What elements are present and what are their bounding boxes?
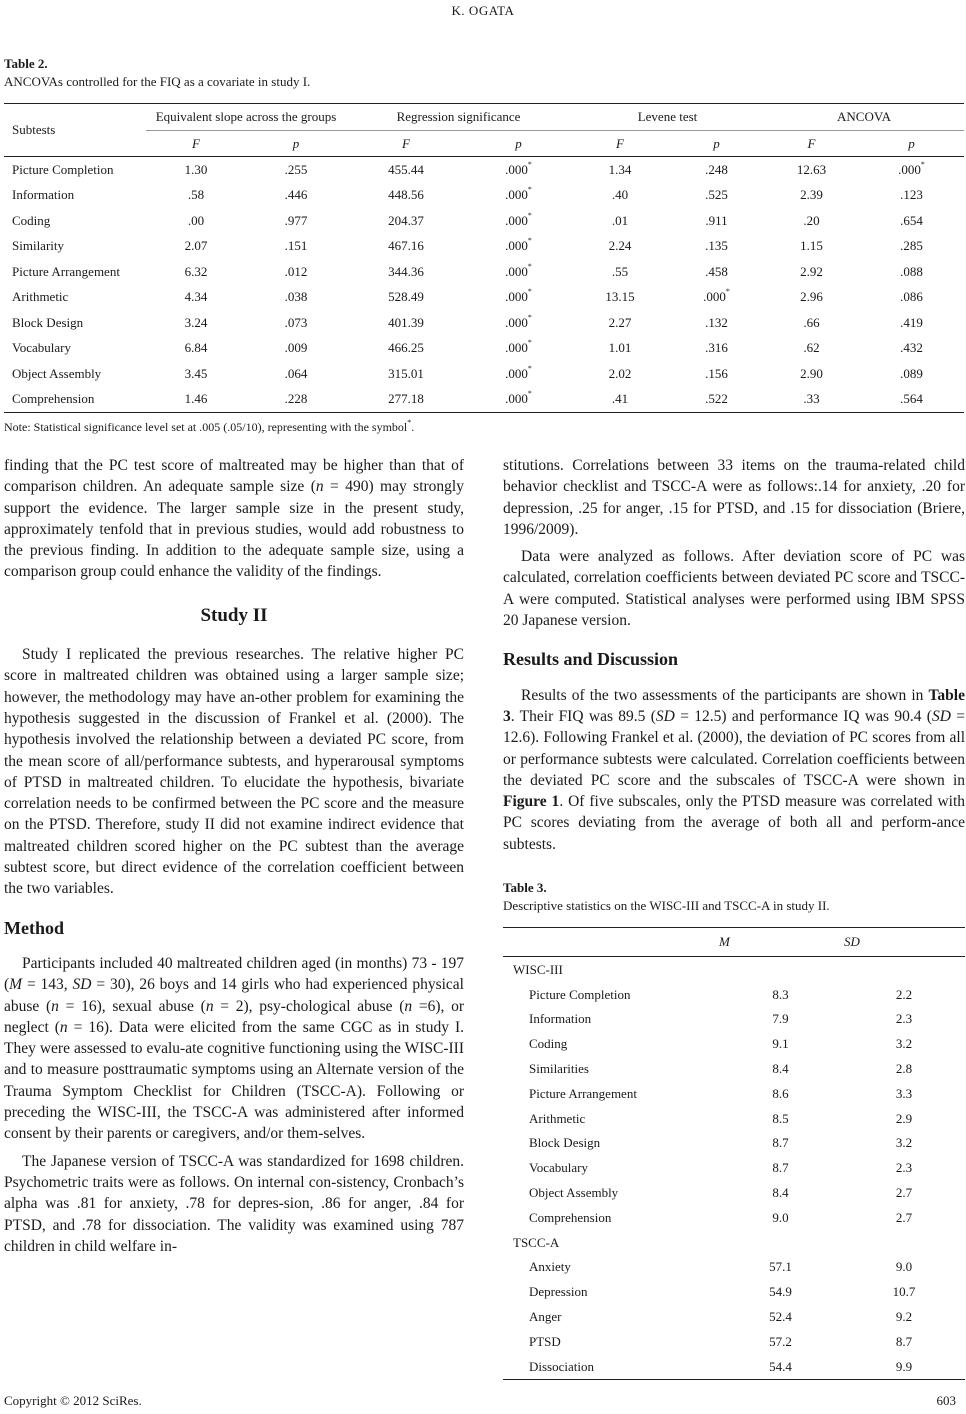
table-cell: .33	[803, 391, 820, 407]
measure-name: Anxiety	[529, 1259, 571, 1275]
table2-ancova	[4, 103, 964, 413]
table2-caption	[4, 55, 310, 91]
table-cell: .038	[284, 289, 308, 305]
section-heading-study2: Study II	[200, 604, 268, 626]
table-row	[503, 1304, 965, 1329]
table-row	[503, 1081, 965, 1106]
table-cell: .073	[284, 314, 308, 330]
subheader: p	[908, 135, 915, 151]
table-cell: 2.9	[895, 1110, 913, 1126]
table-cell: 2.7	[895, 1209, 913, 1225]
table-cell: .911	[705, 212, 728, 228]
table-cell: 8.7	[772, 1135, 789, 1151]
table-cell: .248	[705, 161, 728, 177]
table3-col-sd: SD	[843, 928, 965, 957]
measure-name: Similarities	[529, 1060, 589, 1076]
table-row	[4, 157, 964, 183]
table-cell: 6.32	[184, 263, 208, 279]
table-cell: .000*	[505, 389, 532, 407]
table-cell: .156	[705, 365, 728, 381]
table-row	[4, 259, 964, 285]
table-cell: .654	[900, 212, 923, 228]
table-cell: .58	[187, 187, 205, 203]
table-cell: 528.49	[388, 289, 424, 305]
table-cell: .40	[611, 187, 629, 203]
table-cell: 2.7	[895, 1184, 913, 1200]
table2-note	[4, 420, 414, 435]
table3-col-m: M	[718, 928, 843, 957]
measure-name: Object Assembly	[529, 1184, 619, 1200]
table-row	[4, 234, 964, 260]
table-cell: 204.37	[388, 212, 424, 228]
table-cell: 344.36	[388, 263, 424, 279]
table-row	[503, 1031, 965, 1056]
table-cell: .086	[900, 289, 923, 305]
subheader: F	[402, 135, 410, 151]
table-row	[503, 1279, 965, 1304]
table3-caption	[503, 879, 965, 915]
table-cell: .255	[284, 161, 308, 177]
section-heading-method: Method	[4, 917, 64, 938]
table-cell: .316	[705, 340, 728, 356]
subtest-name: Vocabulary	[12, 340, 71, 356]
table-cell: 2.39	[800, 187, 823, 203]
running-header: K. OGATA	[451, 3, 515, 18]
table-cell: .55	[611, 263, 629, 279]
note-symbol: *	[407, 418, 412, 427]
table-cell: 6.84	[184, 340, 208, 356]
table-cell: 13.15	[605, 289, 635, 305]
measure-name: Picture Completion	[529, 986, 631, 1002]
table-cell: 2.90	[800, 365, 823, 381]
subtest-name: Object Assembly	[12, 365, 102, 381]
table-cell: 9.9	[895, 1358, 913, 1374]
table2-caption-text: ANCOVAs controlled for the FIQ as a covariate in study I.	[4, 74, 311, 89]
table-cell: .432	[900, 340, 923, 356]
note-text: Note: Statistical significance level set at .005 (.05/10), representing with the symbol	[4, 420, 408, 434]
table-cell: 8.4	[772, 1184, 789, 1200]
subtest-name: Similarity	[12, 238, 64, 254]
table-cell: 10.7	[892, 1284, 916, 1300]
table3-label: Table 3.	[503, 880, 547, 896]
right-paragraph-3: Results of the two assessments of the participants are shown in Table 3. Their FIQ was 89.5 (SD = 12.5) and performance IQ was 90.4 (SD = 12.6). Following Frankel et al. (2000), the deviation of PC scores from all or performance subtests were calculated. Correlation coefficients between the deviated PC score and the subscales of TSCC-A were shown in Figure 1. Of five subscales, only the PTSD measure was correlated with PC scores deviating from the average of both all and perform-ance subtests.	[503, 686, 965, 853]
table-row	[4, 208, 964, 234]
table-cell: .000*	[898, 159, 925, 177]
section-heading-results: Results and Discussion	[503, 649, 679, 670]
table-cell: 9.2	[895, 1308, 913, 1324]
table-cell: 3.2	[895, 1135, 913, 1151]
table-cell: .064	[284, 365, 308, 381]
table-row	[503, 1205, 965, 1230]
measure-name: Comprehension	[529, 1209, 612, 1225]
left-paragraph-2: Study I replicated the previous researches. The relative higher PC score in maltreated children was obtained using a larger sample size; however, the methodology may have an-other problem for examining the hypothesis suggested in the discussion of Frankel et al. (2000). The hypothesis involved the relationship between a deviated PC score, from the mean score of all/performance subtests, and hyperarousal symptoms of PTSD in maltreated children. To elucidate the hypothesis, bivariate correlation needs to be confirmed between the PC score and the measure on the PTSD. Therefore, study II did not examine indirect evidence that maltreated children scored higher on the PC subtest than the average subtest score, but direct evidence of the correlation coefficient between the two variables.	[4, 646, 464, 898]
table-cell: 7.9	[772, 1011, 789, 1027]
table-cell: .285	[900, 238, 923, 254]
table-cell: .135	[705, 238, 728, 254]
table-cell: .088	[900, 263, 923, 279]
measure-name: Picture Arrangement	[529, 1085, 637, 1101]
table-cell: .564	[900, 391, 923, 407]
right-column	[503, 455, 965, 1380]
subheader: p	[713, 135, 720, 151]
table-cell: .000*	[505, 287, 532, 305]
measure-name: Information	[529, 1011, 592, 1027]
table-cell: .000*	[505, 363, 532, 381]
table-row	[4, 387, 964, 413]
table-row	[4, 285, 964, 311]
table2-label: Table 2.	[4, 56, 48, 71]
table-cell: 54.9	[769, 1284, 792, 1300]
measure-name: Block Design	[529, 1135, 601, 1151]
table-cell: 8.7	[772, 1160, 789, 1176]
table-cell: 8.4	[772, 1060, 789, 1076]
subheader: F	[192, 135, 200, 151]
table3-body	[503, 957, 965, 1380]
section-label: TSCC-A	[513, 1234, 560, 1250]
table-cell: .123	[900, 187, 923, 203]
table-row	[503, 1056, 965, 1081]
subtest-name: Coding	[12, 212, 51, 228]
table-cell: .000*	[703, 287, 730, 305]
table-cell: .62	[803, 340, 820, 356]
table-cell: 2.8	[895, 1060, 913, 1076]
table-cell: 8.6	[772, 1085, 789, 1101]
table-cell: .522	[705, 391, 728, 407]
table-cell: 2.2	[895, 986, 913, 1002]
section-row	[503, 1230, 965, 1255]
table-cell: .151	[284, 238, 308, 254]
table-cell: 2.96	[800, 289, 823, 305]
right-paragraph-2: Data were analyzed as follows. After deviation score of PC was calculated, correlation coefficients between deviated PC score and TSCC-A were computed. Statistical analyses were performed using IBM SPSS 20 Japanese version.	[503, 548, 965, 630]
subheader: p	[515, 135, 522, 151]
table-cell: 1.34	[608, 161, 632, 177]
table-cell: .000*	[505, 236, 532, 254]
measure-name: Coding	[529, 1036, 568, 1052]
table-row	[503, 1155, 965, 1180]
subheader: F	[807, 135, 816, 151]
table-row	[503, 1255, 965, 1280]
table-cell: .089	[900, 365, 923, 381]
subheader: F	[616, 135, 624, 151]
subtests-header: Subtests	[12, 122, 56, 137]
table-cell: 401.39	[388, 314, 424, 330]
table-cell: 3.24	[184, 314, 208, 330]
table-cell: .000*	[505, 261, 532, 279]
table-row	[4, 336, 964, 362]
table-cell: 315.01	[388, 365, 424, 381]
table-cell: 9.0	[895, 1259, 913, 1275]
measure-name: Dissociation	[529, 1358, 594, 1374]
subtest-name: Block Design	[12, 314, 84, 330]
table-row	[503, 1007, 965, 1032]
table-cell: .66	[803, 314, 820, 330]
note-end: .	[411, 420, 415, 434]
left-column	[4, 455, 464, 1257]
section-label: WISC-III	[513, 961, 563, 977]
table-cell: .228	[284, 391, 308, 407]
subtest-name: Picture Arrangement	[12, 263, 120, 279]
group-header-levene: Levene test	[571, 104, 764, 131]
table-cell: .525	[705, 187, 728, 203]
table2-body	[4, 157, 964, 413]
table-cell: .000*	[505, 312, 532, 330]
table-cell: .132	[705, 314, 728, 330]
subtest-name: Comprehension	[12, 391, 95, 407]
table-cell: 2.3	[895, 1160, 913, 1176]
right-paragraph-1: stitutions. Correlations between 33 items on the trauma-related child behavior checklist and TSCC-A were as follows:.14 for anxiety, .20 for depression, .25 for anger, .15 for PTSD, and .15 for dissociation (Briere, 1996/2009).	[503, 457, 965, 538]
table-cell: .000*	[505, 159, 532, 177]
table-cell: 57.2	[769, 1333, 792, 1349]
table-cell: 1.01	[608, 340, 632, 356]
measure-name: Vocabulary	[529, 1160, 588, 1176]
table-cell: 8.3	[772, 986, 789, 1002]
table-cell: 2.27	[608, 314, 632, 330]
table-cell: .009	[284, 340, 308, 356]
table-cell: 57.1	[769, 1259, 792, 1275]
footer-copyright: Copyright © 2012 SciRes.	[4, 1393, 142, 1408]
table-row	[503, 1180, 965, 1205]
table-cell: 1.15	[800, 238, 823, 254]
table-cell: 466.25	[388, 340, 424, 356]
table-row	[4, 183, 964, 209]
table-cell: 4.34	[184, 289, 208, 305]
table-row	[4, 361, 964, 387]
table-cell: 2.92	[800, 263, 823, 279]
left-paragraph-1: finding that the PC test score of maltreated may be higher than that of comparison children. An adequate sample size (n = 490) may strongly support the evidence. The larger sample size in the present study, approximately tenfold that in previous studies, would add robustness to the previous finding. In addition to the adequate sample size, using a comparison group could enhance the validity of the findings.	[4, 457, 464, 581]
table-cell: 467.16	[388, 238, 424, 254]
table3-caption-text: Descriptive statistics on the WISC-III and TSCC-A in study II.	[503, 898, 830, 914]
table-cell: 448.56	[388, 187, 424, 203]
table-row	[503, 1354, 965, 1379]
table-cell: 2.24	[608, 238, 632, 254]
table-cell: .41	[611, 391, 629, 407]
measure-name: Depression	[529, 1284, 588, 1300]
table-cell: 3.45	[184, 365, 208, 381]
table-cell: 9.0	[772, 1209, 789, 1225]
table-cell: .00	[187, 212, 205, 228]
subheader: p	[292, 135, 300, 151]
table-cell: .01	[611, 212, 629, 228]
table-cell: 277.18	[388, 391, 424, 407]
table-cell: .458	[705, 263, 728, 279]
table-cell: .419	[900, 314, 923, 330]
table-cell: .977	[284, 212, 308, 228]
table-cell: 1.46	[184, 391, 208, 407]
table-row	[503, 1329, 965, 1354]
left-paragraph-4: The Japanese version of TSCC-A was standardized for 1698 children. Psychometric traits were as follows. On internal con-sistency, Cronbach’s alpha was .81 for anxiety, .78 for depres-sion, .86 for anger, .84 for PTSD, and .78 for dissociation. The validity was examined using 787 children in child welfare in-	[4, 1152, 464, 1255]
table-cell: .446	[284, 187, 308, 203]
table-cell: 2.07	[184, 238, 208, 254]
page-number: 603	[936, 1393, 956, 1408]
section-row	[503, 957, 965, 982]
table-cell: 8.7	[895, 1333, 913, 1349]
table-cell: .000*	[505, 210, 532, 228]
measure-name: Arithmetic	[529, 1110, 586, 1126]
left-paragraph-3: Participants included 40 maltreated children aged (in months) 73 - 197 (M = 143, SD = 30), 26 boys and 14 girls who had experienced physical abuse (n = 16), sexual abuse (n = 2), psy-chological abuse (n =6), or neglect (n = 16). Data were elicited from the same CGC as in study I. They were assessed to evalu-ate cognitive functioning using the WISC-III and to measure posttraumatic symptoms using an Alternate version of the Trauma Symptom Checklist for Children (TSCC-A). Following or preceding the WISC-III, the TSCC-A was administered after informed consent by their parents or caregivers, and/or them-selves.	[4, 954, 464, 1143]
table3-corner	[503, 928, 718, 957]
table-cell: .000*	[505, 185, 532, 203]
group-header-ancova: ANCOVA	[764, 104, 964, 131]
table-row	[4, 310, 964, 336]
table-cell: 2.02	[608, 365, 632, 381]
table-cell: 455.44	[388, 161, 424, 177]
table-cell: .20	[803, 212, 820, 228]
measure-name: Anger	[529, 1308, 562, 1324]
group-header-equivalent-slope: Equivalent slope across the groups	[146, 104, 346, 131]
subtest-name: Information	[12, 187, 75, 203]
table-cell: 8.5	[772, 1110, 789, 1126]
table-cell: 54.4	[769, 1358, 792, 1374]
subtest-name: Picture Completion	[12, 161, 114, 177]
table-row	[503, 1131, 965, 1156]
table-cell: 3.3	[895, 1085, 913, 1101]
table-cell: 52.4	[769, 1308, 792, 1324]
table-cell: 1.30	[184, 161, 208, 177]
group-header-regression: Regression significance	[346, 104, 571, 131]
measure-name: PTSD	[529, 1333, 561, 1349]
table-cell: 12.63	[796, 161, 827, 177]
subtest-name: Arithmetic	[12, 289, 69, 305]
table-cell: .000*	[505, 338, 532, 356]
table-cell: 2.3	[895, 1011, 913, 1027]
table-cell: 3.2	[895, 1036, 913, 1052]
table-cell: .012	[284, 263, 308, 279]
table-row	[503, 982, 965, 1007]
table-row	[503, 1106, 965, 1131]
table3-descriptive	[503, 927, 965, 1380]
table-cell: 9.1	[772, 1036, 789, 1052]
